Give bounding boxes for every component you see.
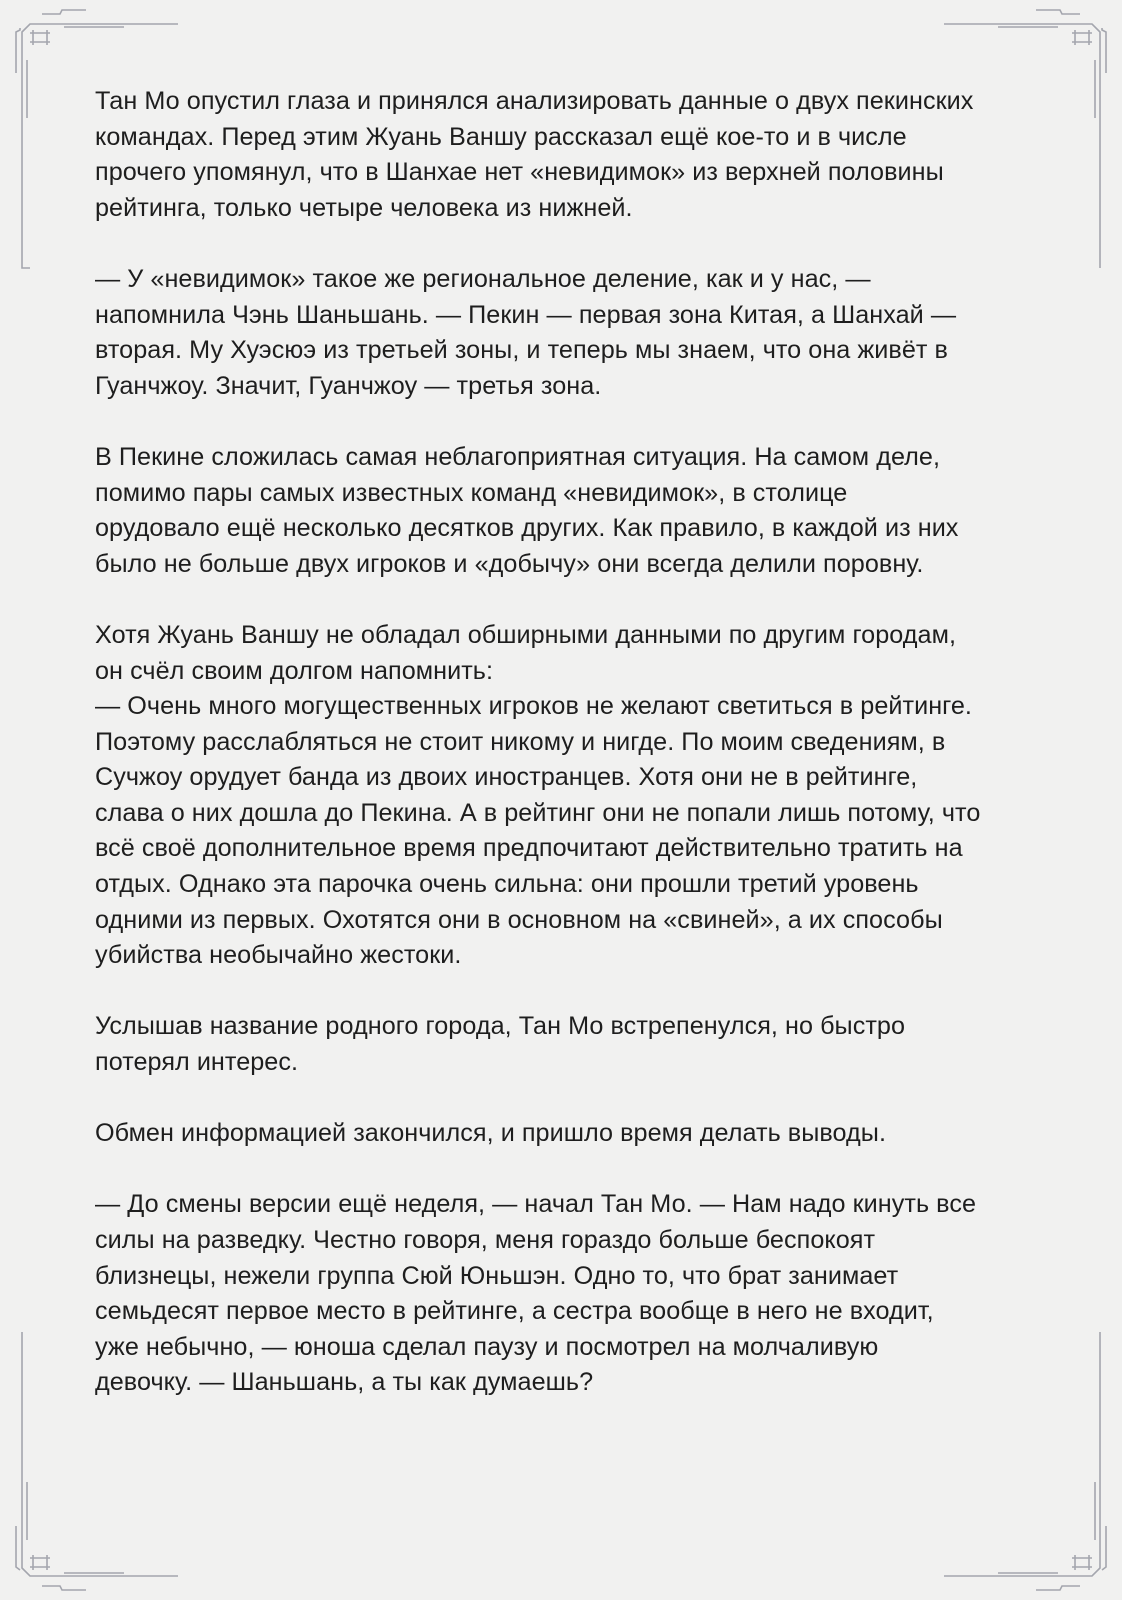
corner-ornament-bottom-right <box>998 1482 1106 1590</box>
paragraph <box>95 618 1030 974</box>
text-line: убийства необычайно жестоки. <box>95 941 462 970</box>
text-line: всё своё дополнительное время предпочитают действительно тратить на <box>95 834 963 863</box>
paragraph <box>95 262 1030 404</box>
text-line: орудовало ещё несколько десятков других. Как правило, в каждой из них <box>95 514 959 543</box>
paragraph <box>95 1116 1030 1152</box>
text-line: командах. Перед этим Жуань Ваншу рассказал ещё кое-то и в числе <box>95 122 907 151</box>
text-line: одними из первых. Охотятся они в основном на «свиней», а их способы <box>95 905 943 934</box>
text-line: помимо пары самых известных команд «невидимок», в столице <box>95 478 848 507</box>
text-line: он счёл своим долгом напомнить: <box>95 656 494 685</box>
text-line: Обмен информацией закончился, и пришло время делать выводы. <box>95 1119 886 1148</box>
paragraph <box>95 440 1030 582</box>
paragraph <box>95 84 1030 226</box>
text-line: Сучжоу орудует банда из двоих иностранцев. Хотя они не в рейтинге, <box>95 763 918 792</box>
text-line: уже небычно, — юноша сделал паузу и посмотрел на молчаливую <box>95 1332 879 1361</box>
text-line: потерял интерес. <box>95 1048 299 1077</box>
paragraph <box>95 1187 1030 1401</box>
corner-ornament-bottom-left <box>16 1482 124 1590</box>
text-line: вторая. Му Хуэсюэ из третьей зоны, и теперь мы знаем, что она живёт в <box>95 336 948 365</box>
text-line: Тан Мо опустил глаза и принялся анализировать данные о двух пекинских <box>95 87 974 115</box>
text-line: Услышав название родного города, Тан Мо встрепенулся, но быстро <box>95 1012 906 1041</box>
text-line: близнецы, нежели группа Сюй Юньшэн. Одно то, что брат занимает <box>95 1261 899 1290</box>
text-line: — Очень много могущественных игроков не желают светиться в рейтинге. <box>95 692 972 721</box>
text-line: — До смены версии ещё неделя, — начал Тан Мо. — Нам надо кинуть все <box>95 1190 977 1219</box>
page-text <box>95 84 1030 1437</box>
text-line: В Пекине сложилась самая неблагоприятная ситуация. На самом деле, <box>95 442 941 471</box>
text-line: силы на разведку. Честно говоря, меня гораздо больше беспокоят <box>95 1226 876 1254</box>
paragraph <box>95 1009 1030 1080</box>
text-line: прочего упомянул, что в Шанхае нет «невидимок» из верхней половины <box>95 158 944 187</box>
text-line: Гуанчжоу. Значит, Гуанчжоу — третья зона. <box>95 371 602 400</box>
text-line: — У «невидимок» такое же региональное деление, как и у нас, — <box>95 264 871 293</box>
text-line: отдых. Однако эта парочка очень сильна: они прошли третий уровень <box>95 870 919 899</box>
text-line: было не больше двух игроков и «добычу» они всегда делили поровну. <box>95 549 924 578</box>
text-line: слава о них дошла до Пекина. А в рейтинг они не попали лишь потому, что <box>95 798 981 827</box>
text-line: напомнила Чэнь Шаньшань. — Пекин — первая зона Китая, а Шанхай — <box>95 300 957 329</box>
text-line: рейтинга, только четыре человека из нижней. <box>95 193 633 222</box>
text-line: Хотя Жуань Ваншу не обладал обширными данными по другим городам, <box>95 620 956 649</box>
text-line: семьдесят первое место в рейтинге, а сестра вообще в него не входит, <box>95 1297 934 1326</box>
text-line: Поэтому расслабляться не стоит никому и нигде. По моим сведениям, в <box>95 727 946 756</box>
text-line: девочку. — Шаньшань, а ты как думаешь? <box>95 1368 594 1397</box>
